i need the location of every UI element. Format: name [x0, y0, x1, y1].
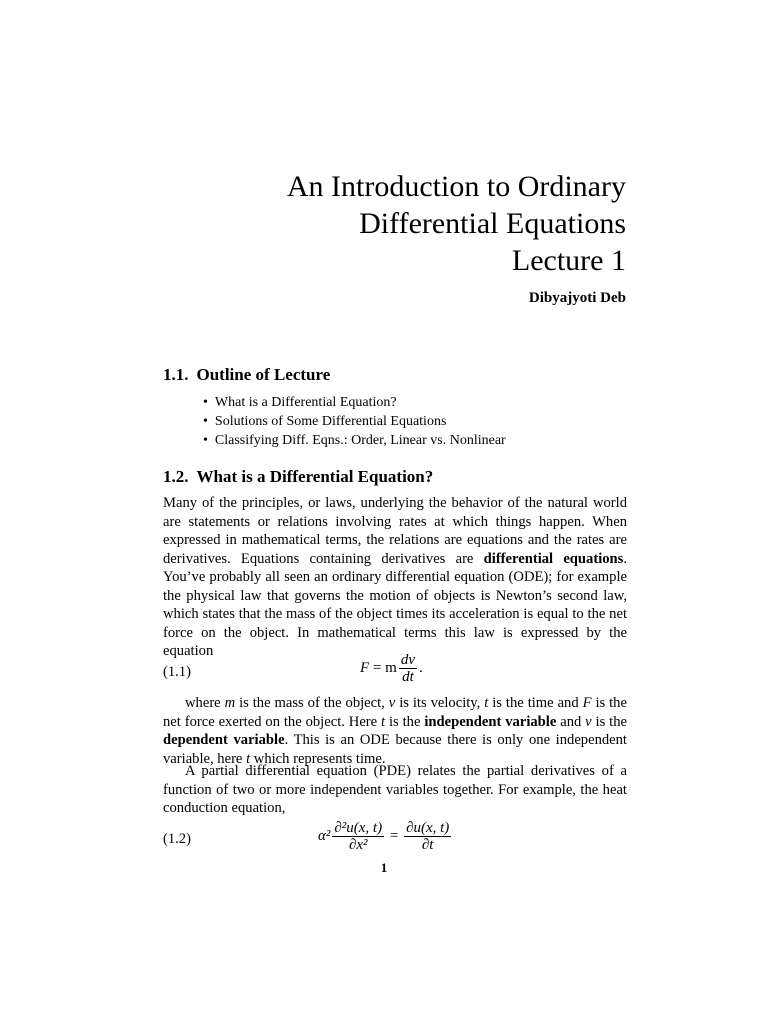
paragraph-3: A partial differential equation (PDE) relates the partial derivatives of a function of two or more independent variables together. For example, the heat conduction equation, [163, 763, 627, 816]
math-var: v [388, 695, 396, 711]
text-run: is the [385, 713, 425, 730]
section-heading-what-is [163, 467, 433, 487]
bold-term: independent variable [424, 713, 557, 730]
title-line-3: Lecture 1 [511, 244, 626, 277]
text-run: and [556, 713, 586, 730]
fraction-numerator: dv [400, 652, 415, 668]
outline-item: • Classifying Diff. Eqns.: Order, Linear vs. Nonlinear [203, 431, 506, 450]
section-title: Outline of Lecture [196, 365, 331, 384]
math-var: t [484, 695, 489, 711]
page-number: 1 [380, 860, 388, 875]
text-run: is the net force exerted on the object. Here [163, 695, 627, 730]
outline-list [203, 393, 506, 450]
fraction-numerator: ∂²u(x, t) [334, 820, 383, 836]
fraction [332, 820, 384, 853]
fraction-denominator: ∂x² [348, 837, 368, 853]
fraction-denominator: ∂t [421, 837, 434, 853]
text-run: is its velocity, [395, 695, 485, 711]
paragraph-1 [163, 494, 627, 661]
eq-symbol: = [389, 828, 399, 844]
text-run: Many of the principles, or laws, underlying the behavior of the natural world are statements or relations involving rates at which things happen. When expressed in mathematical terms, the relations are equations and the rates are derivatives. Equations containing derivatives are [163, 495, 627, 567]
math-var: t [381, 713, 386, 730]
bold-term: differential equations [483, 550, 624, 567]
fraction-denominator: dt [402, 669, 414, 685]
outline-item: • Solutions of Some Differential Equations [203, 412, 506, 431]
text-run: is the [591, 713, 627, 730]
fraction [399, 652, 417, 685]
paragraph-2 [163, 694, 627, 768]
equation-2 [318, 820, 453, 853]
math-var: m [224, 695, 236, 711]
equation-number: (1.2) [163, 831, 191, 847]
title-line-1: An Introduction to Ordinary [286, 170, 626, 203]
equation-number: (1.1) [163, 664, 191, 680]
bold-term: dependent variable [163, 732, 285, 748]
eq-symbol: = m [372, 660, 397, 676]
math-var: v [585, 713, 592, 730]
math-var: F [582, 695, 592, 711]
text-run: is the time and [488, 695, 583, 711]
eq-symbol: F [360, 660, 370, 676]
section-number: 1.2. [163, 467, 189, 486]
eq-symbol: α² [318, 828, 331, 844]
author: Dibyajyoti Deb [528, 290, 626, 306]
outline-item: • What is a Differential Equation? [203, 393, 506, 412]
equation-1 [360, 652, 423, 685]
section-heading-outline [163, 365, 330, 385]
text-run: is the mass of the object, [235, 695, 389, 711]
eq-symbol: . [418, 660, 423, 676]
math-var: t [246, 750, 251, 767]
text-run: which represents time. [250, 750, 386, 767]
fraction [404, 820, 451, 853]
document-title [287, 168, 626, 279]
text-run: . You’ve probably all seen an ordinary differential equation (ODE); for example the physical law that governs the motion of objects is Newton’s second law, which states that the mass of the object times its acceleration is equal to the net force on the object. In mathematical terms this law is expressed by the equation [163, 550, 627, 659]
fraction-numerator: ∂u(x, t) [406, 820, 450, 836]
section-title: What is a Differential Equation? [196, 467, 434, 486]
text-run: where [185, 695, 225, 711]
title-line-2: Differential Equations [359, 207, 626, 240]
text-run: . This is an ODE because there is only one independent variable, here [163, 732, 627, 767]
section-number: 1.1. [163, 365, 189, 384]
